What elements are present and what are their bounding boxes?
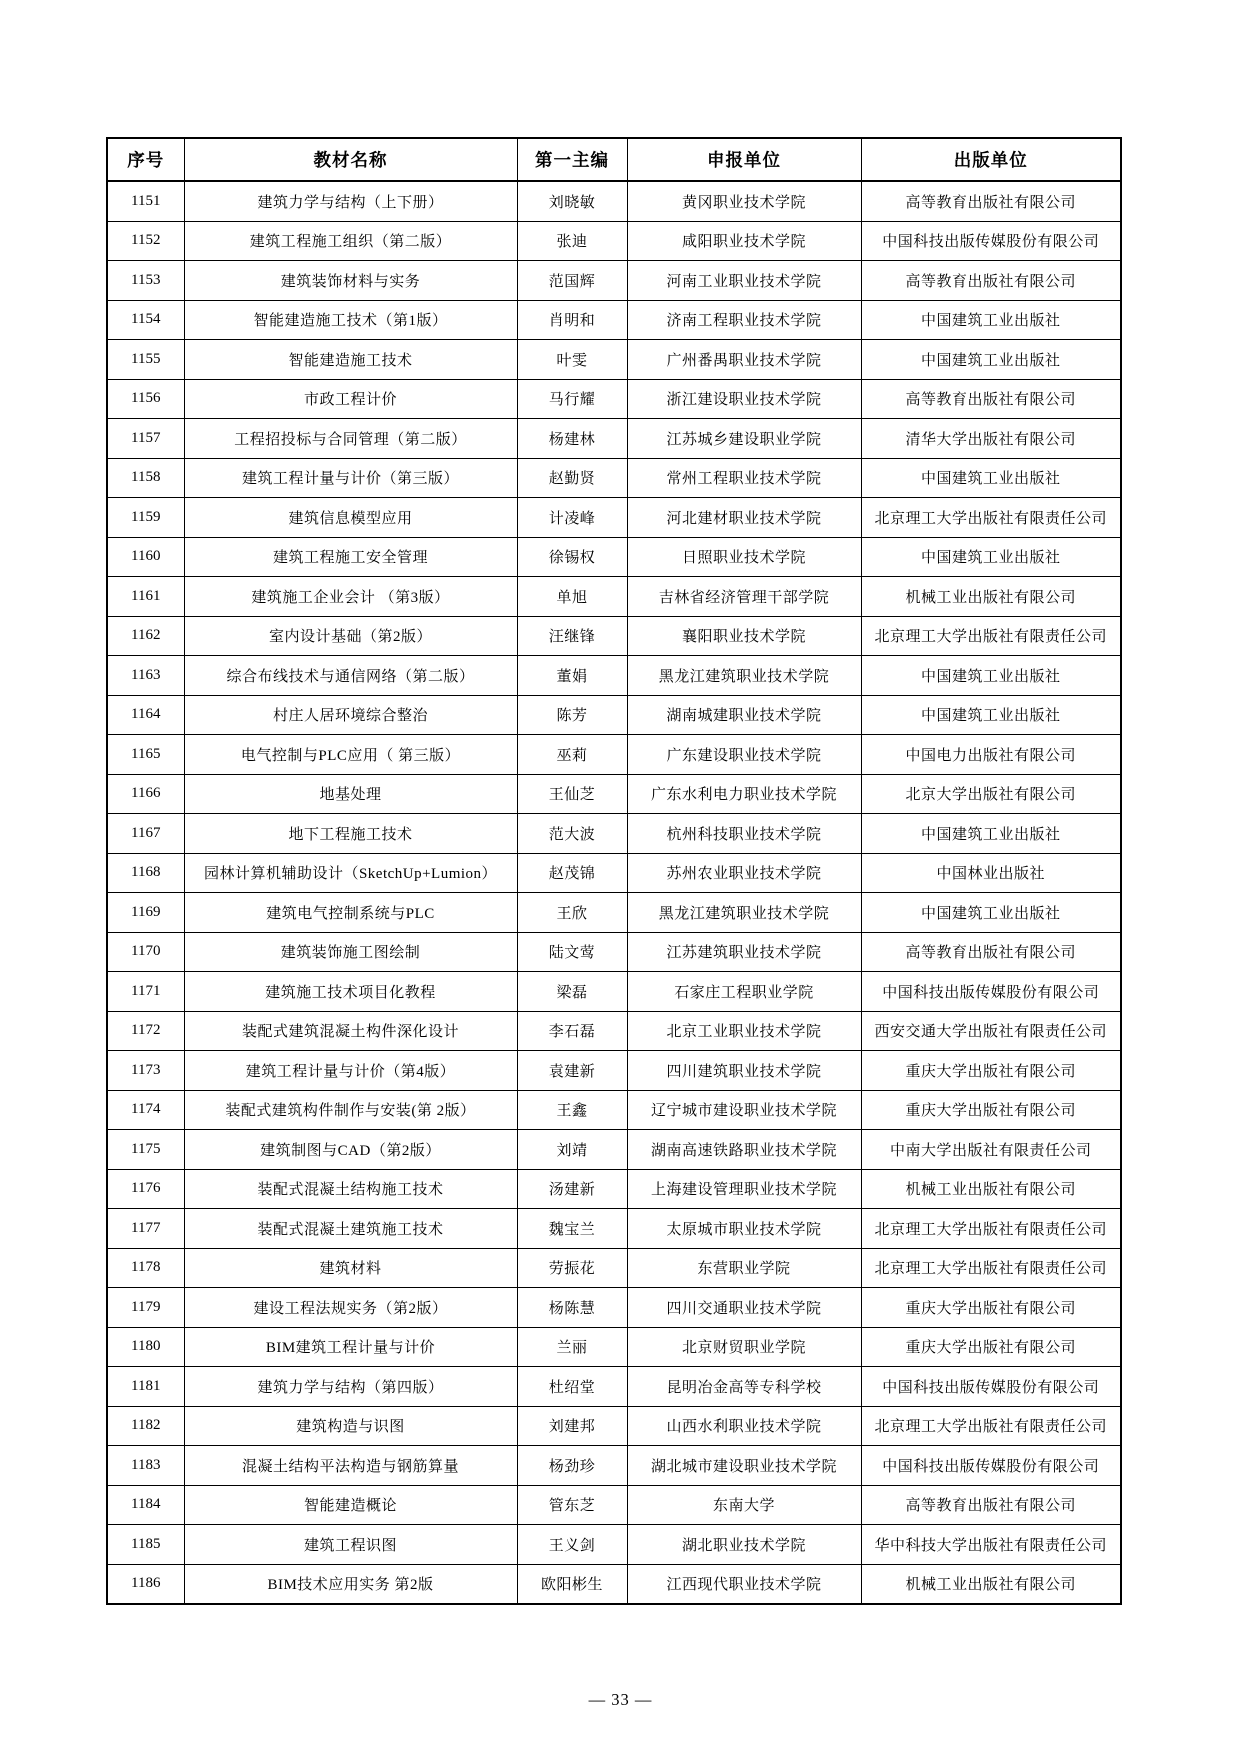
cell-publishing-unit: 中南大学出版社有限责任公司	[861, 1130, 1121, 1170]
cell-applying-unit: 太原城市职业技术学院	[627, 1209, 861, 1249]
column-header-0: 序号	[107, 138, 184, 181]
cell-applying-unit: 四川建筑职业技术学院	[627, 1051, 861, 1091]
cell-applying-unit: 日照职业技术学院	[627, 537, 861, 577]
cell-first-editor: 陈芳	[517, 695, 627, 735]
table-row	[107, 1011, 1121, 1051]
cell-textbook-name: 装配式建筑混凝土构件深化设计	[184, 1011, 517, 1051]
cell-applying-unit: 常州工程职业技术学院	[627, 458, 861, 498]
textbook-approval-table	[106, 137, 1122, 1605]
cell-publishing-unit: 北京理工大学出版社有限责任公司	[861, 1406, 1121, 1446]
cell-textbook-name: 建筑材料	[184, 1248, 517, 1288]
cell-publishing-unit: 北京理工大学出版社有限责任公司	[861, 1248, 1121, 1288]
cell-first-editor: 董娟	[517, 656, 627, 696]
cell-first-editor: 刘靖	[517, 1130, 627, 1170]
table-row	[107, 853, 1121, 893]
cell-textbook-name: 室内设计基础（第2版）	[184, 616, 517, 656]
cell-publishing-unit: 中国科技出版传媒股份有限公司	[861, 972, 1121, 1012]
cell-serial-number: 1159	[107, 498, 184, 538]
cell-first-editor: 马行耀	[517, 379, 627, 419]
table-row	[107, 1327, 1121, 1367]
cell-first-editor: 王欣	[517, 893, 627, 933]
cell-applying-unit: 黄冈职业技术学院	[627, 181, 861, 221]
cell-serial-number: 1158	[107, 458, 184, 498]
cell-serial-number: 1154	[107, 300, 184, 340]
cell-first-editor: 杜绍堂	[517, 1367, 627, 1407]
cell-applying-unit: 济南工程职业技术学院	[627, 300, 861, 340]
cell-first-editor: 范国辉	[517, 261, 627, 301]
cell-serial-number: 1171	[107, 972, 184, 1012]
cell-serial-number: 1178	[107, 1248, 184, 1288]
cell-applying-unit: 河北建材职业技术学院	[627, 498, 861, 538]
table-row	[107, 340, 1121, 380]
cell-textbook-name: 装配式混凝土结构施工技术	[184, 1169, 517, 1209]
cell-first-editor: 劳振花	[517, 1248, 627, 1288]
cell-publishing-unit: 机械工业出版社有限公司	[861, 1169, 1121, 1209]
cell-first-editor: 王鑫	[517, 1090, 627, 1130]
table-row	[107, 814, 1121, 854]
cell-serial-number: 1157	[107, 419, 184, 459]
cell-first-editor: 汤建新	[517, 1169, 627, 1209]
cell-first-editor: 刘建邦	[517, 1406, 627, 1446]
cell-publishing-unit: 重庆大学出版社有限公司	[861, 1090, 1121, 1130]
column-header-2: 第一主编	[517, 138, 627, 181]
cell-serial-number: 1183	[107, 1446, 184, 1486]
cell-textbook-name: 村庄人居环境综合整治	[184, 695, 517, 735]
cell-applying-unit: 东营职业学院	[627, 1248, 861, 1288]
cell-textbook-name: 智能建造施工技术（第1版）	[184, 300, 517, 340]
cell-serial-number: 1176	[107, 1169, 184, 1209]
cell-textbook-name: 建筑装饰施工图绘制	[184, 932, 517, 972]
cell-serial-number: 1155	[107, 340, 184, 380]
column-header-3: 申报单位	[627, 138, 861, 181]
table-row	[107, 1130, 1121, 1170]
cell-applying-unit: 湖北城市建设职业技术学院	[627, 1446, 861, 1486]
table-row	[107, 1564, 1121, 1604]
table-row	[107, 1248, 1121, 1288]
cell-first-editor: 李石磊	[517, 1011, 627, 1051]
cell-serial-number: 1170	[107, 932, 184, 972]
cell-serial-number: 1174	[107, 1090, 184, 1130]
cell-applying-unit: 北京财贸职业学院	[627, 1327, 861, 1367]
cell-first-editor: 叶雯	[517, 340, 627, 380]
cell-publishing-unit: 中国建筑工业出版社	[861, 656, 1121, 696]
cell-publishing-unit: 重庆大学出版社有限公司	[861, 1051, 1121, 1091]
table-row	[107, 972, 1121, 1012]
cell-textbook-name: 建筑信息模型应用	[184, 498, 517, 538]
table-row	[107, 1051, 1121, 1091]
cell-applying-unit: 昆明冶金高等专科学校	[627, 1367, 861, 1407]
cell-publishing-unit: 重庆大学出版社有限公司	[861, 1327, 1121, 1367]
cell-serial-number: 1180	[107, 1327, 184, 1367]
cell-publishing-unit: 高等教育出版社有限公司	[861, 932, 1121, 972]
cell-serial-number: 1173	[107, 1051, 184, 1091]
cell-applying-unit: 江西现代职业技术学院	[627, 1564, 861, 1604]
cell-first-editor: 范大波	[517, 814, 627, 854]
cell-applying-unit: 咸阳职业技术学院	[627, 221, 861, 261]
cell-serial-number: 1182	[107, 1406, 184, 1446]
cell-applying-unit: 辽宁城市建设职业技术学院	[627, 1090, 861, 1130]
table-row	[107, 458, 1121, 498]
cell-textbook-name: 园林计算机辅助设计（SketchUp+Lumion）	[184, 853, 517, 893]
cell-first-editor: 梁磊	[517, 972, 627, 1012]
cell-publishing-unit: 机械工业出版社有限公司	[861, 1564, 1121, 1604]
cell-publishing-unit: 中国建筑工业出版社	[861, 340, 1121, 380]
cell-first-editor: 肖明和	[517, 300, 627, 340]
cell-applying-unit: 江苏建筑职业技术学院	[627, 932, 861, 972]
cell-first-editor: 兰丽	[517, 1327, 627, 1367]
cell-applying-unit: 四川交通职业技术学院	[627, 1288, 861, 1328]
cell-textbook-name: 建筑装饰材料与实务	[184, 261, 517, 301]
cell-first-editor: 魏宝兰	[517, 1209, 627, 1249]
cell-publishing-unit: 机械工业出版社有限公司	[861, 577, 1121, 617]
cell-textbook-name: 建筑力学与结构（上下册）	[184, 181, 517, 221]
table-row	[107, 1406, 1121, 1446]
cell-textbook-name: 建设工程法规实务（第2版）	[184, 1288, 517, 1328]
table-row	[107, 498, 1121, 538]
cell-textbook-name: 建筑工程计量与计价（第4版）	[184, 1051, 517, 1091]
cell-textbook-name: 建筑工程施工组织（第二版）	[184, 221, 517, 261]
cell-first-editor: 杨陈慧	[517, 1288, 627, 1328]
cell-publishing-unit: 华中科技大学出版社有限责任公司	[861, 1525, 1121, 1565]
cell-serial-number: 1172	[107, 1011, 184, 1051]
cell-publishing-unit: 高等教育出版社有限公司	[861, 379, 1121, 419]
cell-publishing-unit: 中国林业出版社	[861, 853, 1121, 893]
cell-serial-number: 1153	[107, 261, 184, 301]
table-row	[107, 1446, 1121, 1486]
cell-textbook-name: 智能建造施工技术	[184, 340, 517, 380]
cell-publishing-unit: 中国科技出版传媒股份有限公司	[861, 1367, 1121, 1407]
table-row	[107, 221, 1121, 261]
cell-applying-unit: 广州番禺职业技术学院	[627, 340, 861, 380]
cell-textbook-name: 市政工程计价	[184, 379, 517, 419]
cell-serial-number: 1161	[107, 577, 184, 617]
cell-textbook-name: 综合布线技术与通信网络（第二版）	[184, 656, 517, 696]
cell-serial-number: 1160	[107, 537, 184, 577]
cell-serial-number: 1156	[107, 379, 184, 419]
table-header-row	[107, 138, 1121, 181]
table-row	[107, 1209, 1121, 1249]
cell-publishing-unit: 北京理工大学出版社有限责任公司	[861, 616, 1121, 656]
cell-publishing-unit: 中国科技出版传媒股份有限公司	[861, 221, 1121, 261]
cell-serial-number: 1162	[107, 616, 184, 656]
cell-applying-unit: 黑龙江建筑职业技术学院	[627, 656, 861, 696]
cell-publishing-unit: 西安交通大学出版社有限责任公司	[861, 1011, 1121, 1051]
cell-applying-unit: 湖南高速铁路职业技术学院	[627, 1130, 861, 1170]
cell-applying-unit: 广东建设职业技术学院	[627, 735, 861, 775]
table-row	[107, 1485, 1121, 1525]
cell-serial-number: 1177	[107, 1209, 184, 1249]
cell-publishing-unit: 高等教育出版社有限公司	[861, 261, 1121, 301]
cell-serial-number: 1165	[107, 735, 184, 775]
table-body	[107, 181, 1121, 1604]
cell-applying-unit: 湖南城建职业技术学院	[627, 695, 861, 735]
cell-applying-unit: 北京工业职业技术学院	[627, 1011, 861, 1051]
cell-publishing-unit: 北京大学出版社有限公司	[861, 774, 1121, 814]
cell-publishing-unit: 北京理工大学出版社有限责任公司	[861, 498, 1121, 538]
cell-first-editor: 单旭	[517, 577, 627, 617]
cell-textbook-name: 智能建造概论	[184, 1485, 517, 1525]
cell-publishing-unit: 中国建筑工业出版社	[861, 814, 1121, 854]
cell-applying-unit: 河南工业职业技术学院	[627, 261, 861, 301]
table-row	[107, 1367, 1121, 1407]
cell-textbook-name: BIM建筑工程计量与计价	[184, 1327, 517, 1367]
table-row	[107, 1090, 1121, 1130]
cell-publishing-unit: 北京理工大学出版社有限责任公司	[861, 1209, 1121, 1249]
cell-applying-unit: 上海建设管理职业技术学院	[627, 1169, 861, 1209]
cell-serial-number: 1181	[107, 1367, 184, 1407]
cell-first-editor: 张迪	[517, 221, 627, 261]
table-row	[107, 735, 1121, 775]
cell-publishing-unit: 清华大学出版社有限公司	[861, 419, 1121, 459]
cell-publishing-unit: 中国电力出版社有限公司	[861, 735, 1121, 775]
cell-serial-number: 1152	[107, 221, 184, 261]
cell-publishing-unit: 中国科技出版传媒股份有限公司	[861, 1446, 1121, 1486]
cell-textbook-name: 工程招投标与合同管理（第二版）	[184, 419, 517, 459]
cell-textbook-name: 装配式建筑构件制作与安装(第 2版）	[184, 1090, 517, 1130]
cell-publishing-unit: 重庆大学出版社有限公司	[861, 1288, 1121, 1328]
cell-serial-number: 1151	[107, 181, 184, 221]
table-row	[107, 300, 1121, 340]
table-row	[107, 261, 1121, 301]
cell-first-editor: 汪继锋	[517, 616, 627, 656]
cell-serial-number: 1179	[107, 1288, 184, 1328]
cell-textbook-name: 建筑力学与结构（第四版）	[184, 1367, 517, 1407]
cell-publishing-unit: 高等教育出版社有限公司	[861, 181, 1121, 221]
table-row	[107, 695, 1121, 735]
cell-textbook-name: 建筑电气控制系统与PLC	[184, 893, 517, 933]
table-row	[107, 419, 1121, 459]
cell-first-editor: 徐锡权	[517, 537, 627, 577]
cell-serial-number: 1163	[107, 656, 184, 696]
table-row	[107, 379, 1121, 419]
cell-serial-number: 1164	[107, 695, 184, 735]
cell-first-editor: 刘晓敏	[517, 181, 627, 221]
cell-applying-unit: 黑龙江建筑职业技术学院	[627, 893, 861, 933]
cell-serial-number: 1175	[107, 1130, 184, 1170]
table-row	[107, 537, 1121, 577]
cell-publishing-unit: 中国建筑工业出版社	[861, 893, 1121, 933]
page-number-footer: — 33 —	[588, 1690, 653, 1709]
cell-textbook-name: 建筑施工企业会计 （第3版）	[184, 577, 517, 617]
cell-publishing-unit: 高等教育出版社有限公司	[861, 1485, 1121, 1525]
cell-publishing-unit: 中国建筑工业出版社	[861, 537, 1121, 577]
cell-applying-unit: 杭州科技职业技术学院	[627, 814, 861, 854]
cell-first-editor: 袁建新	[517, 1051, 627, 1091]
cell-applying-unit: 浙江建设职业技术学院	[627, 379, 861, 419]
cell-applying-unit: 苏州农业职业技术学院	[627, 853, 861, 893]
cell-first-editor: 巫莉	[517, 735, 627, 775]
cell-applying-unit: 湖北职业技术学院	[627, 1525, 861, 1565]
cell-textbook-name: 电气控制与PLC应用（ 第三版）	[184, 735, 517, 775]
table-row	[107, 932, 1121, 972]
cell-first-editor: 赵茂锦	[517, 853, 627, 893]
cell-applying-unit: 江苏城乡建设职业学院	[627, 419, 861, 459]
cell-textbook-name: 装配式混凝土建筑施工技术	[184, 1209, 517, 1249]
cell-serial-number: 1184	[107, 1485, 184, 1525]
cell-first-editor: 赵勤贤	[517, 458, 627, 498]
cell-applying-unit: 山西水利职业技术学院	[627, 1406, 861, 1446]
table-row	[107, 577, 1121, 617]
cell-first-editor: 管东芝	[517, 1485, 627, 1525]
cell-applying-unit: 东南大学	[627, 1485, 861, 1525]
cell-textbook-name: 混凝土结构平法构造与钢筋算量	[184, 1446, 517, 1486]
cell-textbook-name: 建筑施工技术项目化教程	[184, 972, 517, 1012]
table-row	[107, 774, 1121, 814]
table-row	[107, 893, 1121, 933]
table-row	[107, 1288, 1121, 1328]
cell-serial-number: 1168	[107, 853, 184, 893]
cell-publishing-unit: 中国建筑工业出版社	[861, 300, 1121, 340]
table-row	[107, 1525, 1121, 1565]
cell-publishing-unit: 中国建筑工业出版社	[861, 458, 1121, 498]
cell-applying-unit: 石家庄工程职业学院	[627, 972, 861, 1012]
cell-serial-number: 1169	[107, 893, 184, 933]
cell-first-editor: 欧阳彬生	[517, 1564, 627, 1604]
table-row	[107, 1169, 1121, 1209]
cell-first-editor: 陆文莺	[517, 932, 627, 972]
cell-textbook-name: 建筑制图与CAD（第2版）	[184, 1130, 517, 1170]
cell-applying-unit: 广东水利电力职业技术学院	[627, 774, 861, 814]
cell-textbook-name: 建筑构造与识图	[184, 1406, 517, 1446]
cell-textbook-name: 地基处理	[184, 774, 517, 814]
table-row	[107, 656, 1121, 696]
cell-textbook-name: 建筑工程识图	[184, 1525, 517, 1565]
column-header-4: 出版单位	[861, 138, 1121, 181]
cell-serial-number: 1186	[107, 1564, 184, 1604]
cell-serial-number: 1166	[107, 774, 184, 814]
table-row	[107, 181, 1121, 221]
column-header-1: 教材名称	[184, 138, 517, 181]
cell-applying-unit: 吉林省经济管理干部学院	[627, 577, 861, 617]
cell-textbook-name: 建筑工程计量与计价（第三版）	[184, 458, 517, 498]
cell-textbook-name: BIM技术应用实务 第2版	[184, 1564, 517, 1604]
cell-first-editor: 杨建林	[517, 419, 627, 459]
cell-first-editor: 计凌峰	[517, 498, 627, 538]
cell-first-editor: 王义剑	[517, 1525, 627, 1565]
cell-textbook-name: 地下工程施工技术	[184, 814, 517, 854]
cell-publishing-unit: 中国建筑工业出版社	[861, 695, 1121, 735]
cell-textbook-name: 建筑工程施工安全管理	[184, 537, 517, 577]
cell-applying-unit: 襄阳职业技术学院	[627, 616, 861, 656]
cell-serial-number: 1167	[107, 814, 184, 854]
cell-serial-number: 1185	[107, 1525, 184, 1565]
cell-first-editor: 杨劲珍	[517, 1446, 627, 1486]
cell-first-editor: 王仙芝	[517, 774, 627, 814]
table-row	[107, 616, 1121, 656]
